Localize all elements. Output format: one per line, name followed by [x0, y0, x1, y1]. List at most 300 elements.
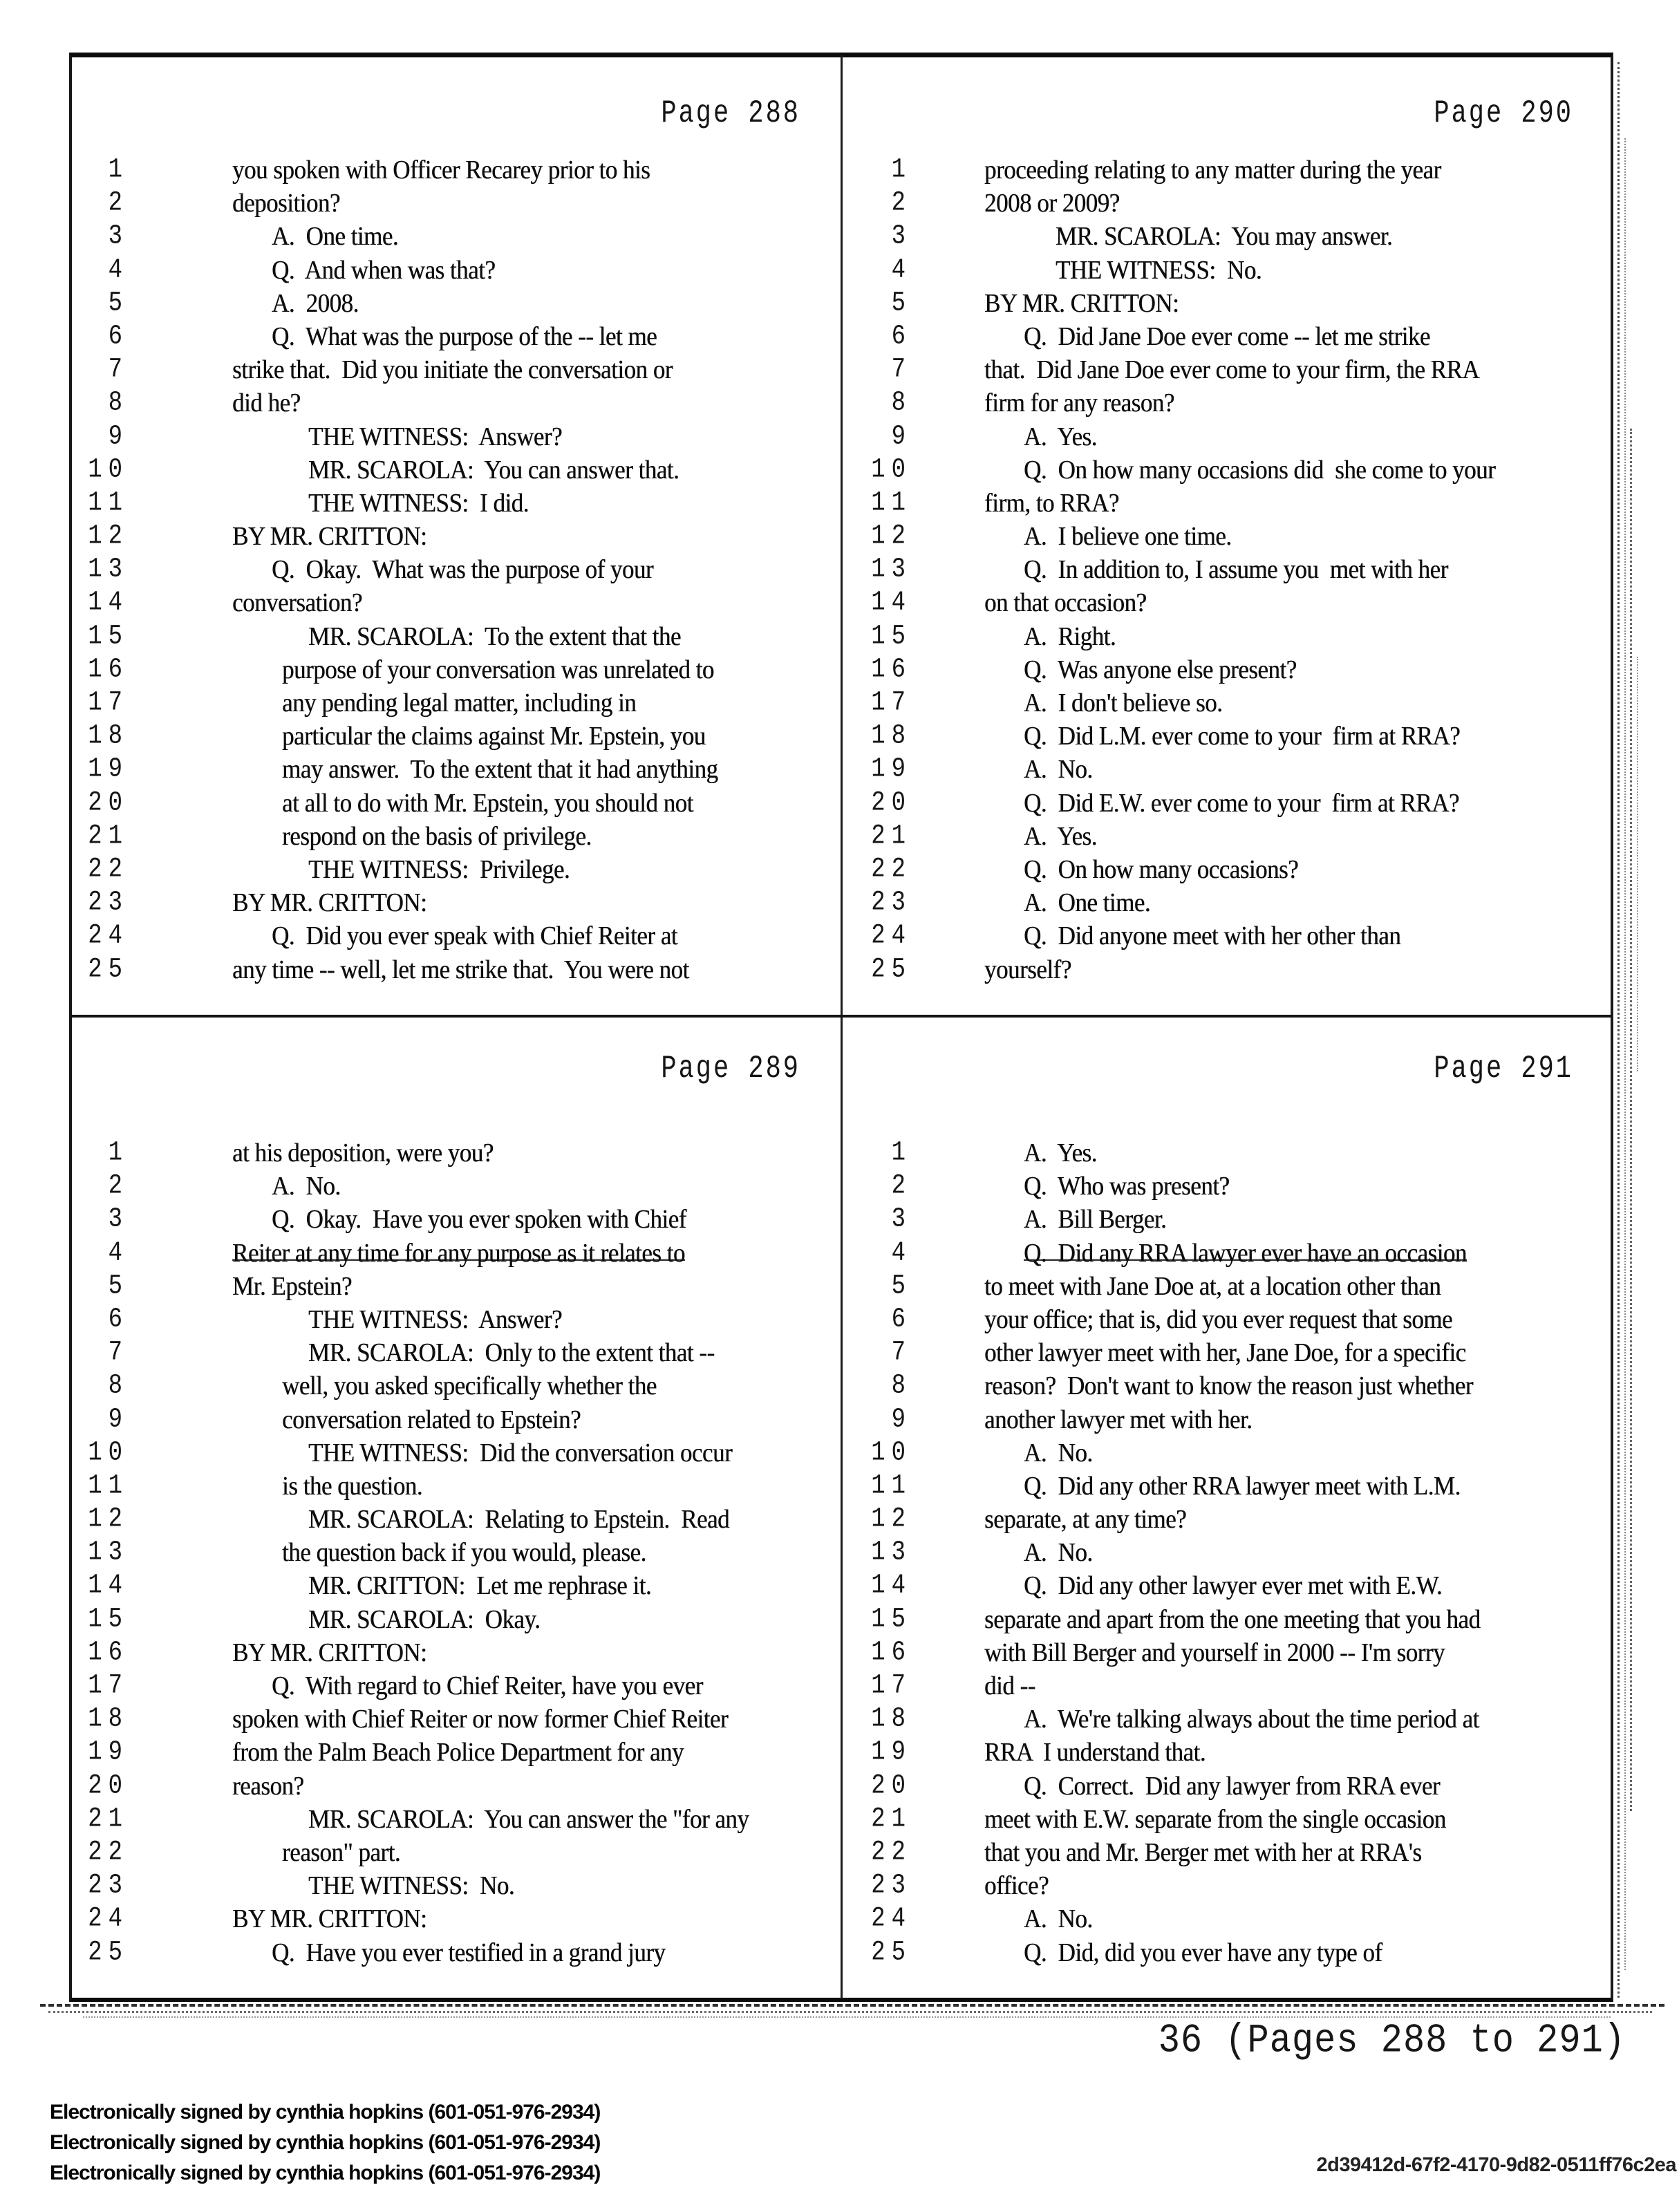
line-text: THE WITNESS: I did.	[308, 487, 529, 518]
transcript-line	[843, 523, 1613, 556]
line-text: on that occasion?	[984, 588, 1147, 618]
line-text: Q. Did you ever speak with Chief Reiter at	[272, 921, 677, 951]
line-number: 17	[88, 687, 129, 719]
line-text: Q. Did E.W. ever come to your firm at RRA?	[1024, 787, 1459, 818]
line-number: 7	[891, 1337, 912, 1369]
transcript-line	[843, 1206, 1613, 1239]
line-text: MR. SCAROLA: Relating to Epstein. Read	[308, 1503, 730, 1534]
transcript-line	[843, 1738, 1613, 1772]
transcript-line	[69, 823, 841, 856]
transcript-line	[843, 1639, 1613, 1672]
transcript-lines	[843, 1139, 1613, 1972]
line-number: 2	[108, 187, 129, 219]
transcript-line	[843, 1672, 1613, 1705]
line-number: 16	[88, 1637, 129, 1669]
line-text: MR. SCAROLA: Okay.	[308, 1604, 541, 1634]
line-text: strike that. Did you initiate the conversation or	[232, 354, 673, 384]
transcript-line	[843, 223, 1613, 256]
line-number: 21	[871, 1803, 912, 1835]
transcript-line	[843, 823, 1613, 856]
line-text: MR. SCAROLA: You may answer.	[1056, 221, 1393, 252]
transcript-line	[69, 156, 841, 189]
line-text: THE WITNESS: Answer?	[308, 421, 562, 451]
line-number: 1	[891, 154, 912, 186]
transcript-line	[69, 1503, 841, 1539]
line-text: BY MR. CRITTON:	[232, 521, 427, 551]
line-number: 8	[891, 387, 912, 419]
transcript-line	[69, 356, 841, 389]
line-number: 6	[891, 1304, 912, 1335]
line-number: 3	[891, 221, 912, 252]
line-number: 19	[88, 1737, 129, 1768]
line-text: Q. On how many occasions?	[1024, 854, 1299, 884]
line-number: 10	[871, 454, 912, 486]
line-number: 24	[88, 1903, 129, 1935]
transcript-line	[69, 1206, 841, 1239]
transcript-line	[69, 722, 841, 756]
line-text: your office; that is, did you ever request that some	[984, 1304, 1453, 1334]
transcript-line	[69, 756, 841, 789]
transcript-line	[843, 1772, 1613, 1806]
line-text: Q. Okay. What was the purpose of your	[272, 554, 654, 584]
line-text: THE WITNESS: Answer?	[308, 1304, 562, 1334]
transcript-line	[69, 689, 841, 722]
line-number: 1	[108, 154, 129, 186]
transcript-line	[843, 1606, 1613, 1639]
line-text: Q. Have you ever testified in a grand jury	[272, 1937, 666, 1967]
transcript-line	[69, 789, 841, 823]
line-text: respond on the basis of privilege.	[282, 821, 592, 851]
transcript-line	[843, 856, 1613, 889]
line-number: 18	[871, 720, 912, 752]
transcript-line	[843, 722, 1613, 756]
line-number: 11	[88, 1470, 129, 1502]
line-text: office?	[984, 1870, 1049, 1900]
quadrant-page-291	[843, 1016, 1613, 1998]
line-text: Q. Did anyone meet with her other than	[1024, 921, 1401, 951]
line-text: MR. SCAROLA: To the extent that the	[308, 621, 681, 651]
line-number: 15	[88, 1604, 129, 1635]
line-number: 25	[871, 1937, 912, 1968]
transcript-line	[69, 956, 841, 989]
line-text: THE WITNESS: Privilege.	[308, 854, 570, 884]
line-text: MR. SCAROLA: Only to the extent that --	[308, 1337, 715, 1367]
line-number: 15	[871, 621, 912, 653]
line-text: well, you asked specifically whether the	[282, 1371, 657, 1401]
transcript-line	[69, 1738, 841, 1772]
transcript-line	[69, 489, 841, 523]
transcript-line	[69, 922, 841, 955]
line-text: reason" part.	[282, 1837, 401, 1867]
transcript-line	[69, 623, 841, 656]
transcript-line	[69, 1872, 841, 1905]
line-text: A. Yes.	[1024, 821, 1097, 851]
line-text: particular the claims against Mr. Epstein, you	[282, 720, 706, 751]
line-number: 13	[88, 1537, 129, 1568]
transcript-line	[843, 589, 1613, 622]
line-text: firm for any reason?	[984, 388, 1174, 418]
line-text: Q. Did Jane Doe ever come -- let me strike	[1024, 321, 1430, 351]
line-number: 1	[891, 1137, 912, 1169]
transcript-line	[843, 456, 1613, 489]
line-text: A. No.	[1024, 754, 1093, 785]
line-text: with Bill Berger and yourself in 2000 -- I'm sorry	[984, 1637, 1445, 1667]
line-number: 4	[891, 254, 912, 286]
line-text: reason?	[232, 1770, 304, 1801]
transcript-line	[69, 1439, 841, 1472]
transcript-line	[843, 1339, 1613, 1372]
signature-line: Electronically signed by cynthia hopkins (601-051-976-2934)	[50, 2101, 601, 2124]
line-number: 11	[871, 487, 912, 519]
line-text: yourself?	[984, 954, 1071, 984]
transcript-line	[69, 1539, 841, 1572]
line-number: 25	[88, 954, 129, 985]
line-number: 4	[108, 1237, 129, 1269]
line-number: 18	[88, 720, 129, 752]
line-number: 14	[88, 588, 129, 619]
page-range-summary: 36 (Pages 288 to 291)	[1158, 2018, 1626, 2064]
line-number: 9	[108, 421, 129, 452]
line-text: A. No.	[1024, 1904, 1093, 1934]
line-text: to meet with Jane Doe at, at a location other than	[984, 1271, 1441, 1301]
transcript-line	[69, 1772, 841, 1806]
line-number: 14	[88, 1571, 129, 1602]
transcript-line	[843, 1239, 1613, 1273]
line-number: 20	[871, 787, 912, 819]
transcript-line	[843, 1705, 1613, 1738]
line-number: 14	[871, 1571, 912, 1602]
page-number-label: Page 291	[1434, 1051, 1573, 1087]
line-number: 15	[88, 621, 129, 653]
transcript-line	[843, 1172, 1613, 1206]
line-number: 6	[108, 1304, 129, 1335]
line-number: 4	[108, 254, 129, 286]
line-text: conversation related to Epstein?	[282, 1404, 581, 1434]
line-text: A. 2008.	[272, 288, 359, 318]
line-text: Q. With regard to Chief Reiter, have you ever	[272, 1670, 703, 1700]
line-text: BY MR. CRITTON:	[232, 1904, 427, 1934]
line-number: 16	[88, 654, 129, 686]
line-number: 17	[88, 1670, 129, 1702]
line-number: 9	[891, 1404, 912, 1435]
transcript-line	[69, 556, 841, 589]
line-text: Q. Did, did you ever have any type of	[1024, 1937, 1382, 1967]
transcript-line	[843, 1406, 1613, 1439]
line-text: you spoken with Officer Recarey prior to his	[232, 154, 650, 185]
line-text: from the Palm Beach Police Department for any	[232, 1737, 684, 1768]
line-text: BY MR. CRITTON:	[232, 887, 427, 917]
line-number: 11	[88, 487, 129, 519]
line-number: 3	[108, 221, 129, 252]
line-number: 9	[891, 421, 912, 452]
line-number: 21	[88, 821, 129, 852]
line-number: 12	[871, 521, 912, 552]
transcript-line	[69, 456, 841, 489]
line-number: 8	[891, 1370, 912, 1402]
line-number: 8	[108, 387, 129, 419]
line-text: A. One time.	[272, 221, 399, 252]
line-number: 13	[871, 1537, 912, 1568]
line-number: 7	[108, 354, 129, 386]
transcript-line	[69, 1306, 841, 1339]
scan-noise-column	[1637, 657, 1638, 1071]
transcript-line	[843, 1905, 1613, 1938]
scan-noise-strip	[48, 2011, 1652, 2013]
line-number: 12	[871, 1503, 912, 1535]
line-number: 22	[871, 1837, 912, 1868]
transcript-line	[843, 189, 1613, 223]
line-text: did --	[984, 1670, 1035, 1700]
scan-noise-strip	[40, 2004, 1664, 2007]
transcript-line	[69, 1803, 841, 1839]
transcript-line	[69, 1406, 841, 1439]
line-text: did he?	[232, 388, 301, 418]
transcript-line	[69, 1239, 841, 1273]
line-text: Q. What was the purpose of the -- let me	[272, 321, 657, 351]
line-text: Q. Who was present?	[1024, 1170, 1230, 1201]
line-text: at his deposition, were you?	[232, 1137, 494, 1168]
line-text: RRA I understand that.	[984, 1737, 1206, 1768]
line-number: 5	[108, 288, 129, 319]
line-number: 24	[88, 920, 129, 952]
line-text: A. We're talking always about the time period at	[1024, 1703, 1479, 1734]
line-number: 23	[871, 1870, 912, 1902]
transcript-line	[69, 1705, 841, 1738]
line-number: 20	[88, 787, 129, 819]
transcript-line	[843, 389, 1613, 422]
line-text: the question back if you would, please.	[282, 1537, 646, 1567]
line-text: proceeding relating to any matter during the year	[984, 154, 1441, 185]
transcript-line	[69, 1139, 841, 1172]
transcript-line	[69, 1472, 841, 1506]
transcript-line	[69, 1606, 841, 1639]
transcript-line	[69, 1339, 841, 1372]
line-number: 3	[891, 1204, 912, 1235]
line-text: MR. SCAROLA: You can answer the "for any	[308, 1803, 749, 1834]
line-text: firm, to RRA?	[984, 487, 1119, 518]
line-text: Q. On how many occasions did she come to your	[1024, 454, 1496, 485]
line-number: 16	[871, 1637, 912, 1669]
transcript-line	[69, 523, 841, 556]
transcript-line	[843, 922, 1613, 955]
transcript-line	[843, 323, 1613, 356]
line-text: may answer. To the extent that it had anything	[282, 754, 718, 785]
line-number: 25	[871, 954, 912, 985]
page-number-label: Page 288	[661, 95, 800, 132]
line-text: A. I don't believe so.	[1024, 687, 1223, 718]
transcript-line	[69, 423, 841, 456]
line-number: 21	[871, 821, 912, 852]
quadrant-page-288	[69, 53, 841, 1015]
line-number: 5	[891, 1271, 912, 1302]
scan-noise-column	[1617, 62, 1620, 1998]
line-number: 12	[88, 1503, 129, 1535]
line-text: other lawyer meet with her, Jane Doe, for a specific	[984, 1337, 1466, 1367]
transcript-line	[843, 1273, 1613, 1306]
transcript-line	[843, 1939, 1613, 1972]
transcript-lines	[69, 1139, 841, 1972]
quadrant-page-290	[843, 53, 1613, 1015]
signature-line: Electronically signed by cynthia hopkins (601-051-976-2934)	[50, 2162, 601, 2184]
line-text: any time -- well, let me strike that. You were not	[232, 954, 689, 984]
line-text: another lawyer met with her.	[984, 1404, 1253, 1434]
transcript-line	[69, 1905, 841, 1938]
line-number: 22	[88, 854, 129, 885]
transcript-line	[843, 889, 1613, 922]
transcript-line	[843, 1539, 1613, 1572]
document-id: 2d39412d-67f2-4170-9d82-0511ff76c2ea	[1316, 2154, 1676, 2176]
line-number: 20	[88, 1770, 129, 1802]
line-number: 3	[108, 1204, 129, 1235]
transcript-line	[69, 223, 841, 256]
transcript-line	[69, 323, 841, 356]
scan-noise-column	[1630, 429, 1632, 1811]
transcript-line	[843, 356, 1613, 389]
line-text: Reiter at any time for any purpose as it relates to	[232, 1237, 685, 1268]
line-number: 18	[88, 1703, 129, 1735]
transcript-line	[843, 1572, 1613, 1605]
line-number: 9	[108, 1404, 129, 1435]
line-text: that. Did Jane Doe ever come to your firm, the RRA	[984, 354, 1480, 384]
line-number: 23	[871, 887, 912, 919]
line-text: A. Yes.	[1024, 1137, 1097, 1168]
line-text: A. Right.	[1024, 621, 1116, 651]
line-number: 19	[871, 754, 912, 785]
line-number: 14	[871, 588, 912, 619]
line-text: Q. In addition to, I assume you met with her	[1024, 554, 1448, 584]
line-number: 5	[108, 1271, 129, 1302]
signature-block	[50, 2097, 600, 2188]
line-text: THE WITNESS: No.	[308, 1870, 515, 1900]
transcript-line	[69, 1273, 841, 1306]
transcript-line	[69, 889, 841, 922]
transcript-line	[69, 1839, 841, 1872]
line-text: 2008 or 2009?	[984, 187, 1120, 218]
line-number: 19	[88, 754, 129, 785]
line-number: 13	[871, 554, 912, 585]
transcript-line	[843, 1472, 1613, 1506]
line-text: THE WITNESS: No.	[1056, 254, 1262, 285]
line-text: separate and apart from the one meeting that you had	[984, 1604, 1481, 1634]
line-text: Q. Did any RRA lawyer ever have an occasion	[1024, 1237, 1467, 1268]
line-text: that you and Mr. Berger met with her at RRA's	[984, 1837, 1422, 1867]
line-number: 17	[871, 1670, 912, 1702]
line-text: A. No.	[1024, 1537, 1093, 1567]
transcript-line	[69, 589, 841, 622]
line-number: 18	[871, 1703, 912, 1735]
line-text: MR. CRITTON: Let me rephrase it.	[308, 1571, 652, 1601]
line-number: 24	[871, 1903, 912, 1935]
transcript-line	[843, 1139, 1613, 1172]
transcript-line	[843, 756, 1613, 789]
line-number: 12	[88, 521, 129, 552]
line-text: Q. Okay. Have you ever spoken with Chief	[272, 1204, 686, 1235]
transcript-line	[69, 1672, 841, 1705]
line-number: 13	[88, 554, 129, 585]
line-number: 19	[871, 1737, 912, 1768]
line-text: Q. And when was that?	[272, 254, 496, 285]
transcript-line	[843, 1839, 1613, 1872]
transcript-line	[69, 389, 841, 422]
line-text: Q. Was anyone else present?	[1024, 654, 1297, 684]
transcript-lines	[843, 156, 1613, 989]
transcript-line	[843, 556, 1613, 589]
quadrant-page-289	[69, 1016, 841, 1998]
line-text: reason? Don't want to know the reason just whether	[984, 1371, 1473, 1401]
transcript-line	[69, 856, 841, 889]
line-number: 24	[871, 920, 912, 952]
transcript-line	[843, 290, 1613, 323]
line-text: MR. SCAROLA: You can answer that.	[308, 454, 679, 485]
line-number: 4	[891, 1237, 912, 1269]
line-text: A. No.	[1024, 1437, 1093, 1468]
transcript-line	[69, 1172, 841, 1206]
line-number: 2	[891, 187, 912, 219]
transcript-line	[69, 290, 841, 323]
line-number: 25	[88, 1937, 129, 1968]
transcript-line	[843, 956, 1613, 989]
line-number: 23	[88, 887, 129, 919]
page-number-label: Page 289	[661, 1051, 800, 1087]
transcript-line	[843, 689, 1613, 722]
line-text: A. No.	[272, 1170, 341, 1201]
line-number: 17	[871, 687, 912, 719]
line-number: 22	[871, 854, 912, 885]
transcript-line	[843, 156, 1613, 189]
transcript-line	[843, 623, 1613, 656]
line-text: A. Yes.	[1024, 421, 1097, 451]
transcript-line	[843, 1439, 1613, 1472]
line-number: 2	[108, 1170, 129, 1202]
line-number: 11	[871, 1470, 912, 1502]
signature-line: Electronically signed by cynthia hopkins (601-051-976-2934)	[50, 2131, 601, 2154]
line-number: 15	[871, 1604, 912, 1635]
transcript-line	[69, 189, 841, 223]
page-number-label: Page 290	[1434, 95, 1573, 132]
line-number: 10	[871, 1437, 912, 1469]
line-number: 21	[88, 1803, 129, 1835]
transcript-line	[69, 1572, 841, 1605]
line-text: at all to do with Mr. Epstein, you should not	[282, 787, 693, 818]
transcript-line	[843, 1803, 1613, 1839]
line-number: 16	[871, 654, 912, 686]
line-number: 23	[88, 1870, 129, 1902]
transcript-line	[843, 1306, 1613, 1339]
transcript-line	[843, 1372, 1613, 1405]
transcript-line	[69, 656, 841, 689]
transcript-line	[69, 256, 841, 290]
transcript-line	[69, 1372, 841, 1405]
line-text: A. Bill Berger.	[1024, 1204, 1167, 1235]
transcript-line	[843, 489, 1613, 523]
scan-noise-column	[1624, 138, 1626, 1970]
line-text: BY MR. CRITTON:	[984, 288, 1179, 318]
transcript-line	[69, 1939, 841, 1972]
line-text: Q. Did any other RRA lawyer meet with L.M.	[1024, 1470, 1461, 1501]
transcript-line	[843, 423, 1613, 456]
line-text: separate, at any time?	[984, 1503, 1187, 1534]
line-number: 10	[88, 1437, 129, 1469]
line-text: A. I believe one time.	[1024, 521, 1232, 551]
line-text: A. One time.	[1024, 887, 1151, 917]
transcript-lines	[69, 156, 841, 989]
line-text: Q. Did any other lawyer ever met with E.W.	[1024, 1571, 1443, 1601]
transcript-line	[843, 1872, 1613, 1905]
line-text: THE WITNESS: Did the conversation occur	[308, 1437, 733, 1468]
line-number: 22	[88, 1837, 129, 1868]
line-text: Q. Did L.M. ever come to your firm at RRA?	[1024, 720, 1461, 751]
line-number: 8	[108, 1370, 129, 1402]
